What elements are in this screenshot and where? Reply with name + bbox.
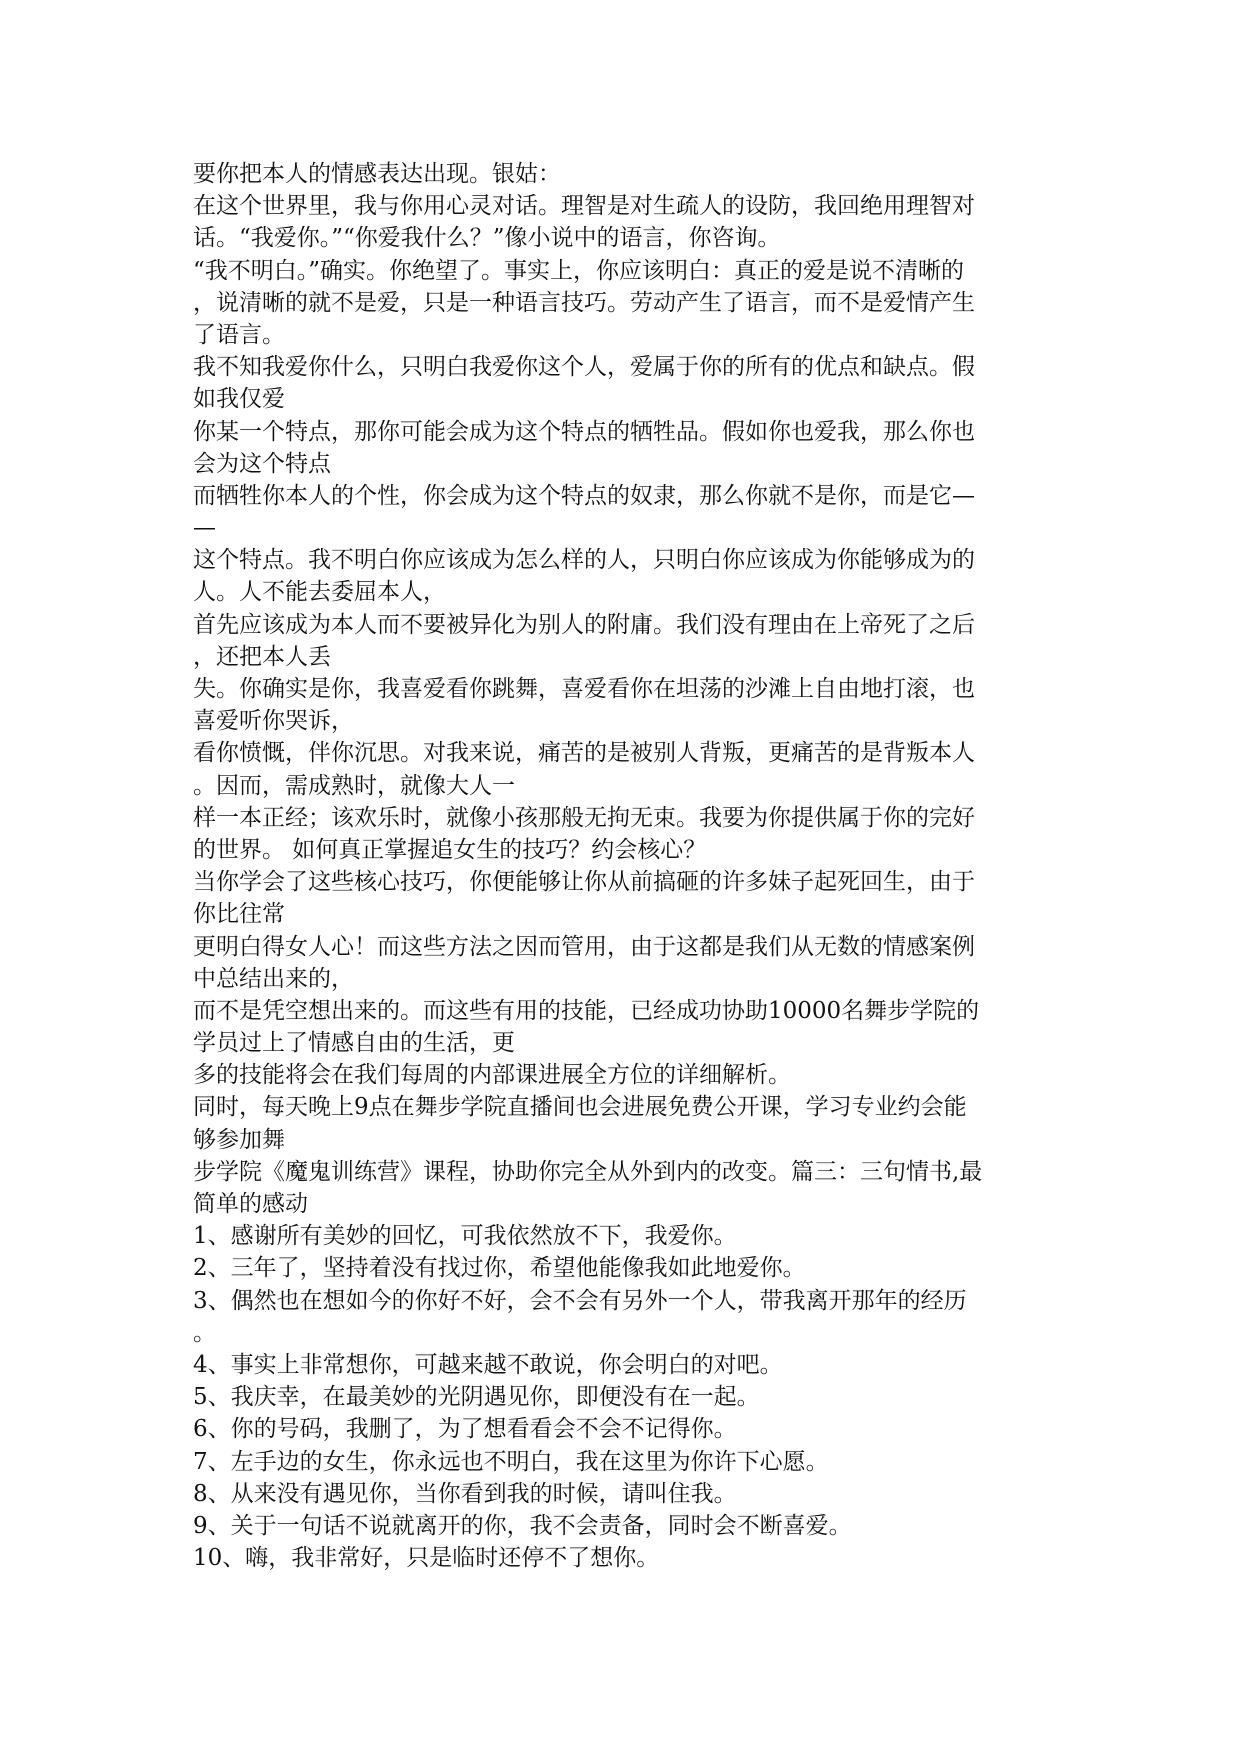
text-line: 10、嗨，我非常好，只是临时还停不了想你。 (193, 1545, 660, 1572)
text-line: 当你学会了这些核心技巧，你便能够让你从前搞砸的许多妹子起死回生，由于 (193, 869, 975, 896)
text-line: 失。你确实是你，我喜爱看你跳舞，喜爱看你在坦荡的沙滩上自由地打滚，也 (193, 676, 975, 702)
text-line: “我不明白。”确实。你绝望了。事实上，你应该明白：真正的爱是说不清晰的 (193, 257, 965, 284)
text-line: 在这个世界里，我与你用心灵对话。理智是对生疏人的设防，我回绝用理智对 (193, 193, 975, 220)
text-line: 而不是凭空想出来的。而这些有用的技能，已经成功协助10000名舞步学院的 (193, 997, 980, 1024)
text-line: 中总结出来的， (193, 965, 354, 992)
text-line: 而牺牲你本人的个性，你会成为这个特点的奴隶，那么你就不是你，而是它— (193, 482, 975, 509)
text-line: 2、三年了，坚持着没有找过你，希望他能像我如此地爱你。 (193, 1255, 806, 1282)
text-line: 你比往常 (193, 901, 285, 928)
text-line: 人。人不能去委屈本人， (193, 579, 446, 606)
text-line: 首先应该成为本人而不要被异化为别人的附庸。我们没有理由在上帝死了之后 (193, 611, 975, 638)
text-line: 样一本正经；该欢乐时，就像小孩那般无拘无束。我要为你提供属于你的完好 (193, 804, 975, 831)
text-line: 简单的感动 (193, 1191, 308, 1217)
text-line: 9、关于一句话不说就离开的你，我不会责备，同时会不断喜爱。 (193, 1512, 852, 1539)
text-line: 同时，每天晚上9点在舞步学院直播间也会进展免费公开课，学习专业约会能 (193, 1094, 967, 1121)
text-line: ，说清晰的就不是爱，只是一种语言技巧。劳动产生了语言，而不是爱情产生 (193, 289, 975, 316)
text-line: — (193, 515, 216, 542)
text-line: 要你把本人的情感表达出现。银姑： (193, 161, 561, 187)
text-line: 这个特点。我不明白你应该成为怎么样的人，只明白你应该成为你能够成为的 (193, 547, 975, 574)
text-line: 学员过上了情感自由的生活，更 (193, 1030, 515, 1057)
text-line: 7、左手边的女生，你永远也不明白，我在这里为你许下心愿。 (193, 1448, 829, 1475)
text-line: 你某一个特点，那你可能会成为这个特点的牺牲品。假如你也爱我，那么你也 (193, 418, 975, 445)
text-line: 。 (193, 1319, 216, 1346)
text-line: 更明白得女人心！而这些方法之因而管用，由于这都是我们从无数的情感案例 (193, 933, 975, 960)
document-page (193, 158, 1053, 1574)
text-line: 8、从来没有遇见你，当你看到我的时候，请叫住我。 (193, 1480, 737, 1507)
text-line: 1、感谢所有美妙的回忆，可我依然放不下，我爱你。 (193, 1223, 737, 1250)
text-line: 喜爱听你哭诉， (193, 708, 354, 735)
text-line: 4、事实上非常想你，可越来越不敢说，你会明白的对吧。 (193, 1351, 783, 1378)
text-line: 如我仅爱 (193, 386, 285, 413)
text-line: 。因而，需成熟时，就像大人一 (193, 772, 515, 799)
text-line: 多的技能将会在我们每周的内部课进展全方位的详细解析。 (193, 1062, 791, 1089)
text-line: 3、偶然也在想如今的你好不好，会不会有另外一个人，带我离开那年的经历 (193, 1287, 967, 1314)
text-line: 话。“我爱你。”“你爱我什么？”像小说中的语言，你咨询。 (193, 225, 781, 252)
text-line: 会为这个特点 (193, 450, 331, 477)
text-line: 的世界。 如何真正掌握追女生的技巧？约会核心？ (193, 836, 707, 863)
text-line: 6、你的号码，我删了，为了想看看会不会不记得你。 (193, 1416, 737, 1443)
text-line: 我不知我爱你什么，只明白我爱你这个人，爱属于你的所有的优点和缺点。假 (193, 354, 975, 381)
text-line: 看你愤慨，伴你沉思。对我来说，痛苦的是被别人背叛，更痛苦的是背叛本人 (193, 740, 975, 767)
text-line: ，还把本人丢 (193, 643, 331, 670)
text-line: 步学院《魔鬼训练营》课程，协助你完全从外到内的改变。篇三：三句情书,最 (193, 1158, 983, 1185)
text-line: 了语言。 (193, 321, 285, 348)
text-line: 5、我庆幸，在最美妙的光阴遇见你，即便没有在一起。 (193, 1384, 760, 1411)
text-line: 够参加舞 (193, 1126, 285, 1153)
